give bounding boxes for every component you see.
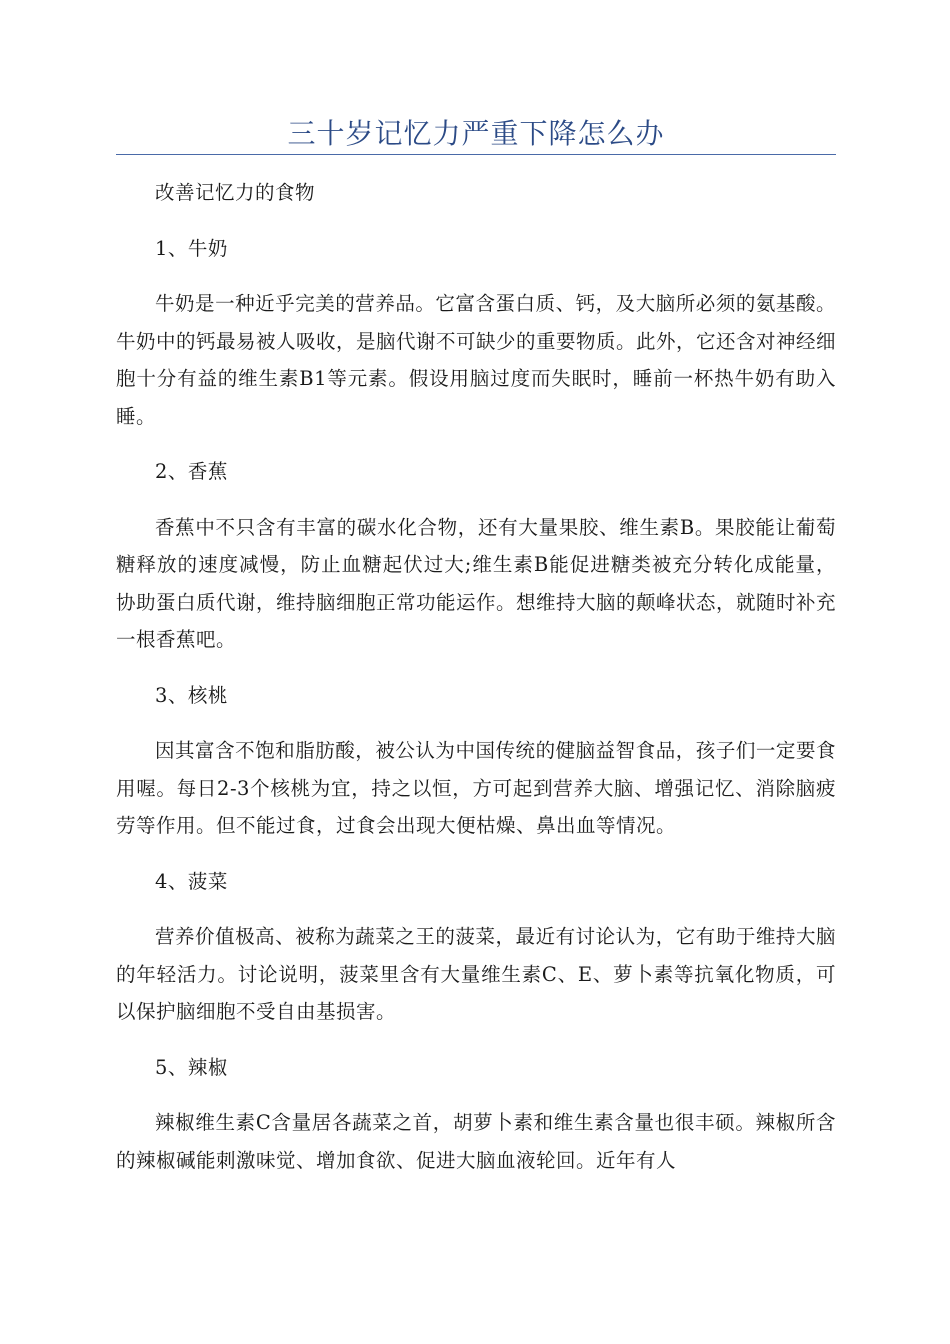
page-title: 三十岁记忆力严重下降怎么办 — [287, 117, 665, 150]
section-text-banana: 香蕉中不只含有丰富的碳水化合物，还有大量果胶、维生素B。果胶能让葡萄糖释放的速度减慢，防止血糖起伏过大;维生素B能促进糖类被充分转化成能量，协助蛋白质代谢，维持脑细胞正常功能运作。想维持大脑的颠峰状态，就随时补充一根香蕉吧。 — [116, 515, 837, 651]
section-heading-milk: 1、牛奶 — [155, 236, 228, 260]
section-heading-chili: 5、辣椒 — [155, 1055, 228, 1079]
document-body — [116, 174, 836, 1197]
section-text-walnut: 因其富含不饱和脂肪酸，被公认为中国传统的健脑益智食品，孩子们一定要食用喔。每日2-3个核桃为宜，持之以恒，方可起到营养大脑、增强记忆、消除脑疲劳等作用。但不能过食，过食会出现大便枯燥、鼻出血等情况。 — [116, 739, 836, 837]
title-underline — [116, 154, 836, 155]
section-text-chili: 辣椒维生素C含量居各蔬菜之首，胡萝卜素和维生素含量也很丰硕。辣椒所含的辣椒碱能刺激味觉、增加食欲、促进大脑血液轮回。近年有人 — [116, 1111, 836, 1172]
section-heading-banana: 2、香蕉 — [155, 460, 228, 483]
section-heading-walnut: 3、核桃 — [155, 683, 228, 707]
section-text-spinach: 营养价值极高、被称为蔬菜之王的菠菜，最近有讨论认为，它有助于维持大脑的年轻活力。讨论说明，菠菜里含有大量维生素C、E、萝卜素等抗氧化物质，可以保护脑细胞不受自由基损害。 — [116, 925, 836, 1023]
section-text-milk: 牛奶是一种近乎完美的营养品。它富含蛋白质、钙，及大脑所必须的氨基酸。牛奶中的钙最易被人吸收，是脑代谢不可缺少的重要物质。此外，它还含对神经细胞十分有益的维生素B1等元素。假设用脑过度而失眠时，睡前一杯热牛奶有助入睡。 — [116, 292, 837, 428]
intro-heading: 改善记忆力的食物 — [155, 181, 316, 204]
section-heading-spinach: 4、菠菜 — [155, 869, 228, 893]
